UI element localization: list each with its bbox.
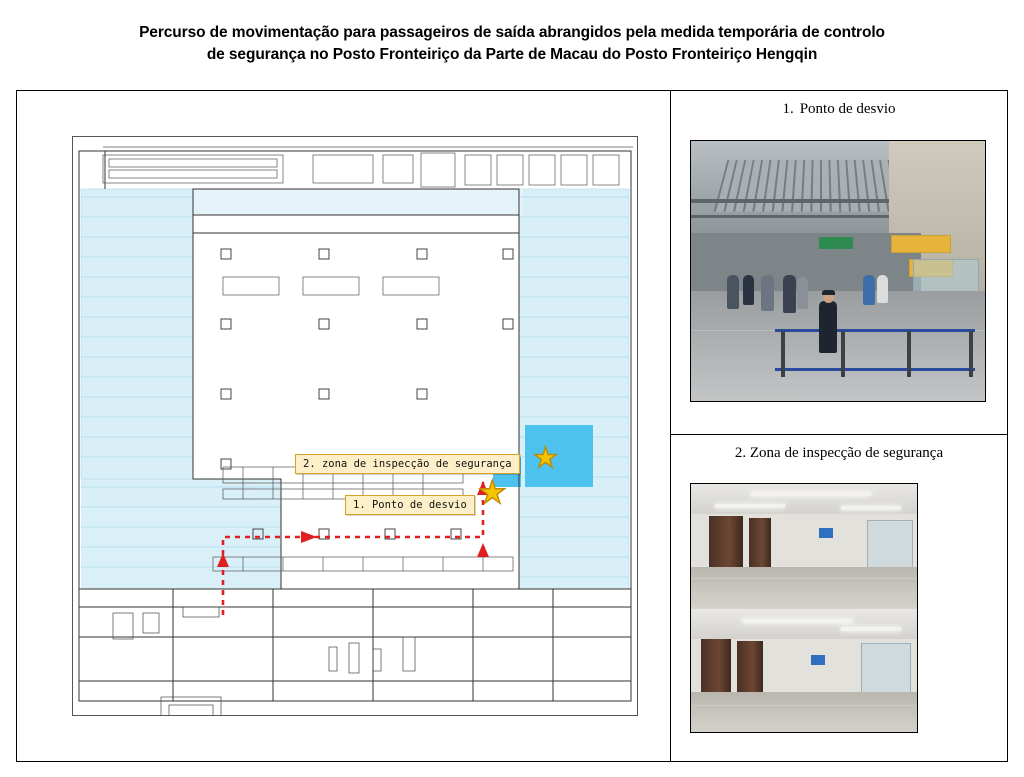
panel-2-caption [671, 435, 1007, 462]
photo-diversion-point [690, 140, 986, 402]
content-frame [16, 90, 1008, 762]
title-line-2: de segurança no Posto Fronteiriço da Parte de Macau do Posto Fronteiriço Hengqin [206, 46, 818, 63]
star-marker-diversion-point-icon: ★ [478, 474, 507, 510]
floor-plan [72, 136, 638, 716]
panel-1-caption [671, 91, 1007, 118]
panel-2-label: 2. Zona de inspecção de segurança [734, 445, 944, 461]
panel-1-number: 1. [782, 101, 794, 117]
floor-plan-drawing [73, 137, 637, 715]
panel-security-zone [671, 435, 1007, 761]
star-marker-security-zone-icon: ★ [533, 442, 559, 473]
page-title [0, 0, 1024, 66]
callout-security-zone: 2. zona de inspecção de segurança [295, 454, 520, 474]
photo-pane [671, 91, 1007, 761]
photo-security-zone-lower [691, 609, 917, 733]
callout-diversion-point: 1. Ponto de desvio [345, 495, 475, 515]
panel-diversion-point [671, 91, 1007, 435]
title-line-1: Percurso de movimentação para passageiros de saída abrangidos pela medida temporária de controlo [139, 24, 885, 41]
photo-security-zone [690, 483, 918, 733]
floor-plan-pane [17, 91, 671, 761]
photo-security-zone-upper [691, 484, 917, 609]
panel-1-label: Ponto de desvio [799, 101, 896, 117]
